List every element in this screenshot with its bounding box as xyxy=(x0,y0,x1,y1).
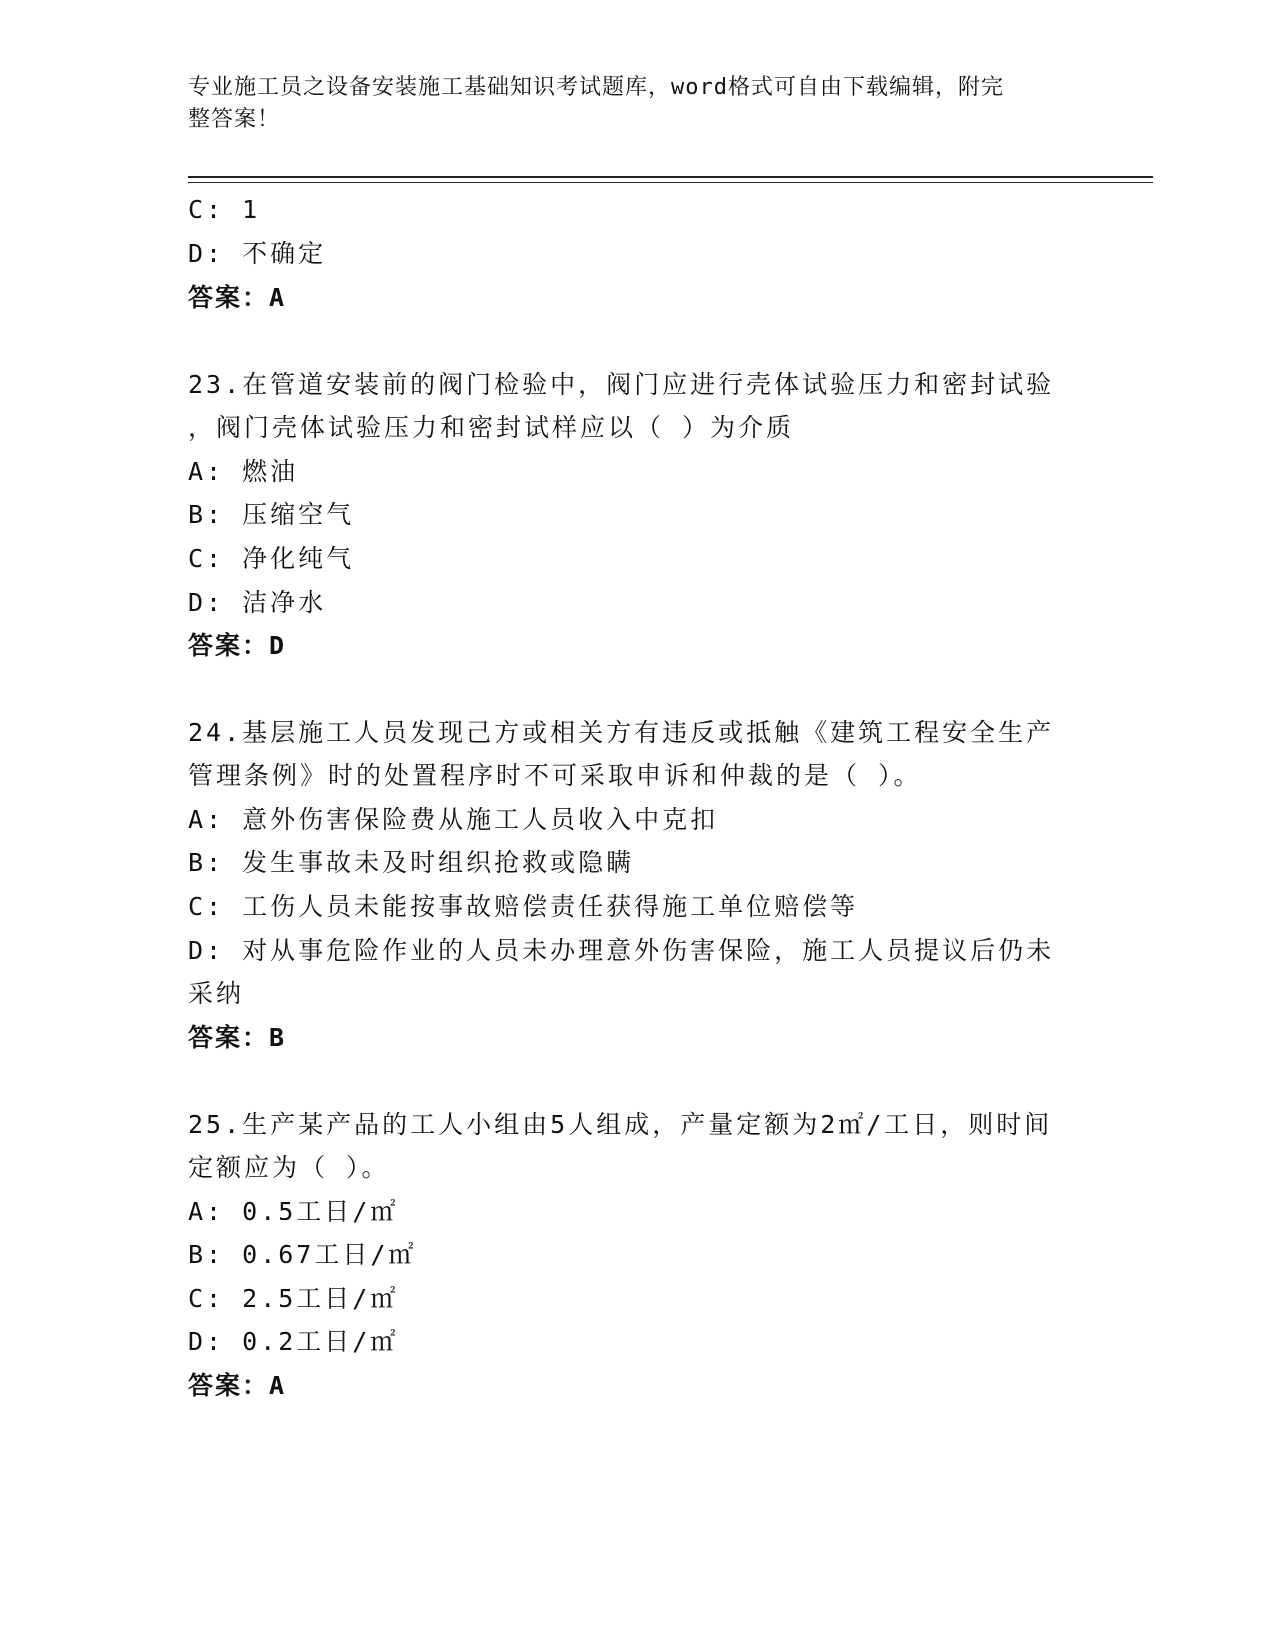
q25-option-d: D: 0.2工日/㎡ xyxy=(188,1327,399,1356)
q24-option-a: A: 意外伤害保险费从施工人员收入中克扣 xyxy=(188,805,719,834)
q24-stem-line-2: 管理条例》时的处置程序时不可采取申诉和仲裁的是（ ）。 xyxy=(188,761,922,790)
q24-option-d-line-2: 采纳 xyxy=(188,979,245,1008)
q23-option-a: A: 燃油 xyxy=(188,457,299,486)
q22-option-d: D: 不确定 xyxy=(188,239,327,268)
q23-answer: 答案：D xyxy=(188,631,287,660)
header-line-1: 专业施工员之设备安装施工基础知识考试题库，word格式可自由下载编辑，附完 xyxy=(188,75,1004,100)
q25-option-c: C: 2.5工日/㎡ xyxy=(188,1284,399,1313)
q25-stem-line-1: 25.生产某产品的工人小组由5人组成，产量定额为2㎡/工日，则时间 xyxy=(188,1110,1053,1139)
q23-stem-line-1: 23.在管道安装前的阀门检验中，阀门应进行壳体试验压力和密封试验 xyxy=(188,370,1055,399)
header-line-2: 整答案！ xyxy=(188,107,281,132)
q23-stem-line-2: ，阀门壳体试验压力和密封试样应以（ ）为介质 xyxy=(188,413,795,442)
q25-stem-line-2: 定额应为（ ）。 xyxy=(188,1153,390,1182)
header-divider-thick xyxy=(188,176,1153,178)
q24-option-d-line-1: D: 对从事危险作业的人员未办理意外伤害保险，施工人员提议后仍未 xyxy=(188,936,1055,965)
q25-answer: 答案：A xyxy=(188,1371,287,1400)
header-divider-thin xyxy=(188,182,1153,183)
q22-option-c: C: 1 xyxy=(188,195,261,224)
q23-option-c: C: 净化纯气 xyxy=(188,544,355,573)
q25-option-a: A: 0.5工日/㎡ xyxy=(188,1197,399,1226)
q25-option-b: B: 0.67工日/㎡ xyxy=(188,1240,417,1269)
q24-option-b: B: 发生事故未及时组织抢救或隐瞒 xyxy=(188,848,635,877)
q24-answer: 答案：B xyxy=(188,1023,287,1052)
document-header xyxy=(188,72,1088,136)
q24-stem-line-1: 24.基层施工人员发现己方或相关方有违反或抵触《建筑工程安全生产 xyxy=(188,718,1055,747)
q22-answer: 答案：A xyxy=(188,283,287,312)
q23-option-d: D: 洁净水 xyxy=(188,588,327,617)
q24-option-c: C: 工伤人员未能按事故赔偿责任获得施工单位赔偿等 xyxy=(188,892,859,921)
q23-option-b: B: 压缩空气 xyxy=(188,500,355,529)
